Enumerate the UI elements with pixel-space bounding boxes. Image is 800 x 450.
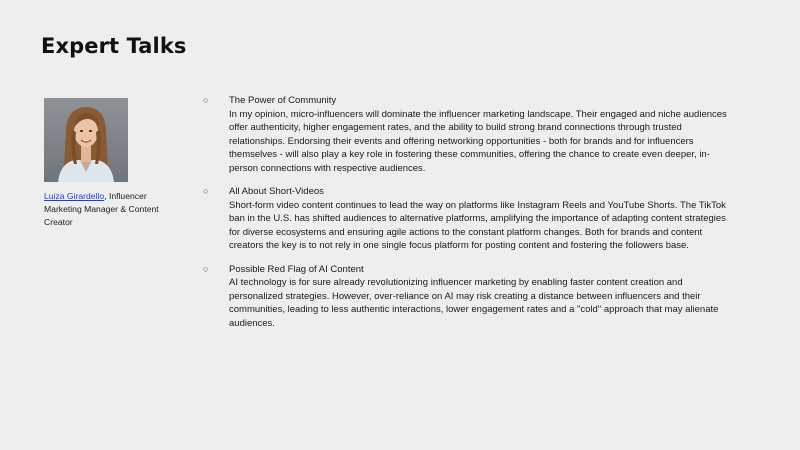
- topic-body: In my opinion, micro-influencers will dominate the influencer marketing landscape. Their engaged and niche audiences offer authenticity, higher engagement rates, and the ability to build strong brand connections through trusted relationships. Endorsing their events and offering networking opportunities - both for brands and for influencers themselves - will also play a key role in fostering these communities, offering the chance to create even deeper, in-person connections with respective audiences.: [229, 108, 727, 174]
- speaker-role: , Influencer Marketing Manager & Content Creator: [44, 191, 159, 227]
- bullet-circle-icon: ○: [203, 263, 209, 274]
- topic-body: Short-form video content continues to lead the way on platforms like Instagram Reels and YouTube Shorts. The TikTok ban in the U.S. has shifted audiences to alternative platforms, amplifying the importance of adapting content strategies for diverse ecosystems and ensuring agile actions to the constant platform changes. Both for brands and content creators the key is to not rely in one single focus platform for posting content and fostering the followers base.: [229, 199, 726, 251]
- list-item: [203, 185, 733, 253]
- speaker-photo: [44, 98, 128, 182]
- list-item: [203, 263, 733, 331]
- speaker-name-link[interactable]: Luiza Girardello: [44, 191, 105, 201]
- topic-title: The Power of Community: [229, 95, 337, 106]
- topic-body: AI technology is for sure already revolutionizing influencer marketing by enabling faster content creation and personalized strategies. However, over-reliance on AI may risk creating a distance between influencers and their communities, leading to less authentic interactions, lower engagement rates and a "cold" approach that may alienate audiences.: [229, 277, 719, 329]
- list-item: [203, 94, 733, 175]
- topic-list: [203, 94, 733, 340]
- topic-title: Possible Red Flag of AI Content: [229, 263, 364, 275]
- speaker-card: [44, 98, 164, 229]
- bullet-circle-icon: ○: [203, 186, 209, 196]
- topic-title: All About Short-Videos: [229, 186, 324, 197]
- speaker-caption: [44, 190, 164, 229]
- portrait-image: [44, 98, 128, 182]
- bullet-circle-icon: ○: [203, 95, 209, 105]
- page-title: Expert Talks: [41, 34, 187, 58]
